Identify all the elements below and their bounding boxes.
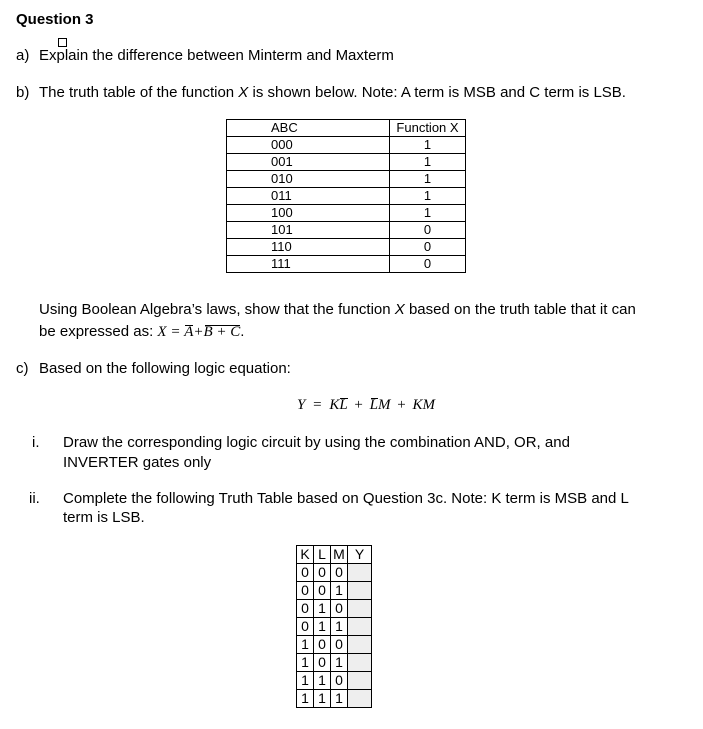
cell-abc: 110 xyxy=(227,239,390,256)
part-c-text: Based on the following logic equation: xyxy=(39,360,291,377)
table-row xyxy=(227,239,466,256)
part-b-label: b) xyxy=(16,84,30,101)
part-c-i-line1: Draw the corresponding logic circuit by using the combination AND, OR, and xyxy=(63,434,570,451)
table-header-row xyxy=(227,120,466,137)
cell-y-blank[interactable] xyxy=(348,582,372,600)
header-function-x: Function X xyxy=(390,120,466,137)
header-y: Y xyxy=(348,546,372,564)
expr-bc-bar: B + C xyxy=(203,324,241,340)
cell-x: 1 xyxy=(390,154,466,171)
cell-abc: 011 xyxy=(227,188,390,205)
table-row xyxy=(297,600,372,618)
cell-m: 0 xyxy=(331,672,348,690)
cell-x: 1 xyxy=(390,188,466,205)
table-header-row xyxy=(297,546,372,564)
header-l: L xyxy=(314,546,331,564)
header-k: K xyxy=(297,546,314,564)
part-c-i-label: i. xyxy=(32,434,40,451)
part-b-paragraph-line1: Using Boolean Algebra’s laws, show that the function X based on the truth table that it can xyxy=(39,301,636,318)
cell-x: 0 xyxy=(390,222,466,239)
table-row xyxy=(227,256,466,273)
table-row xyxy=(297,654,372,672)
cell-l: 0 xyxy=(314,582,331,600)
cell-x: 1 xyxy=(390,171,466,188)
cell-m: 0 xyxy=(331,600,348,618)
cell-y-blank[interactable] xyxy=(348,690,372,708)
cell-y-blank[interactable] xyxy=(348,672,372,690)
cell-k: 1 xyxy=(297,672,314,690)
part-c-ii-line2: term is LSB. xyxy=(63,509,145,526)
part-b-text: The truth table of the function X is shown below. Note: A term is MSB and C term is LSB. xyxy=(39,84,626,101)
cell-m: 1 xyxy=(331,582,348,600)
expr-a-bar: A xyxy=(184,324,194,340)
table-row xyxy=(227,171,466,188)
cell-m: 0 xyxy=(331,564,348,582)
cell-x: 0 xyxy=(390,239,466,256)
cell-l: 0 xyxy=(314,564,331,582)
cell-k: 0 xyxy=(297,564,314,582)
cell-y-blank[interactable] xyxy=(348,564,372,582)
cell-k: 0 xyxy=(297,582,314,600)
table-row xyxy=(297,564,372,582)
cell-k: 0 xyxy=(297,600,314,618)
cell-abc: 010 xyxy=(227,171,390,188)
part-a-label: a) xyxy=(16,47,30,64)
table-row xyxy=(297,618,372,636)
table-row xyxy=(227,205,466,222)
cell-k: 1 xyxy=(297,690,314,708)
header-abc: ABC xyxy=(227,120,390,137)
truth-table-klm xyxy=(296,545,372,708)
cell-m: 1 xyxy=(331,654,348,672)
cell-x: 1 xyxy=(390,205,466,222)
cell-l: 1 xyxy=(314,618,331,636)
cell-l: 1 xyxy=(314,600,331,618)
part-b-paragraph-line2: be expressed as: X = A+B + C. xyxy=(39,323,245,340)
cell-y-blank[interactable] xyxy=(348,654,372,672)
cell-y-blank[interactable] xyxy=(348,600,372,618)
part-c-ii-label: ii. xyxy=(29,490,40,507)
cell-k: 0 xyxy=(297,618,314,636)
cell-m: 1 xyxy=(331,690,348,708)
part-c-label: c) xyxy=(16,360,29,377)
cell-x: 0 xyxy=(390,256,466,273)
cell-l: 1 xyxy=(314,672,331,690)
cell-l: 1 xyxy=(314,690,331,708)
truth-table-x xyxy=(226,119,466,273)
cell-y-blank[interactable] xyxy=(348,618,372,636)
table-row xyxy=(297,582,372,600)
cell-y-blank[interactable] xyxy=(348,636,372,654)
cell-m: 0 xyxy=(331,636,348,654)
table-row xyxy=(297,636,372,654)
cell-x: 1 xyxy=(390,137,466,154)
cell-l: 0 xyxy=(314,654,331,672)
cell-abc: 101 xyxy=(227,222,390,239)
table-row xyxy=(227,137,466,154)
cell-l: 0 xyxy=(314,636,331,654)
cell-abc: 001 xyxy=(227,154,390,171)
table-row xyxy=(227,154,466,171)
expr-x: X xyxy=(157,324,167,340)
question-title: Question 3 xyxy=(16,11,94,28)
cell-abc: 111 xyxy=(227,256,390,273)
cell-k: 1 xyxy=(297,654,314,672)
part-a-text: Explain the difference between Minterm and Maxterm xyxy=(39,47,394,64)
checkbox-icon xyxy=(58,38,67,47)
part-c-i-line2: INVERTER gates only xyxy=(63,454,212,471)
part-c-ii-line1: Complete the following Truth Table based on Question 3c. Note: K term is MSB and L xyxy=(63,490,629,507)
table-row xyxy=(227,188,466,205)
header-m: M xyxy=(331,546,348,564)
cell-abc: 100 xyxy=(227,205,390,222)
logic-equation: Y = KL + LM + KM xyxy=(297,397,435,413)
table-row xyxy=(227,222,466,239)
table-row xyxy=(297,672,372,690)
cell-abc: 000 xyxy=(227,137,390,154)
cell-m: 1 xyxy=(331,618,348,636)
cell-k: 1 xyxy=(297,636,314,654)
table-row xyxy=(297,690,372,708)
